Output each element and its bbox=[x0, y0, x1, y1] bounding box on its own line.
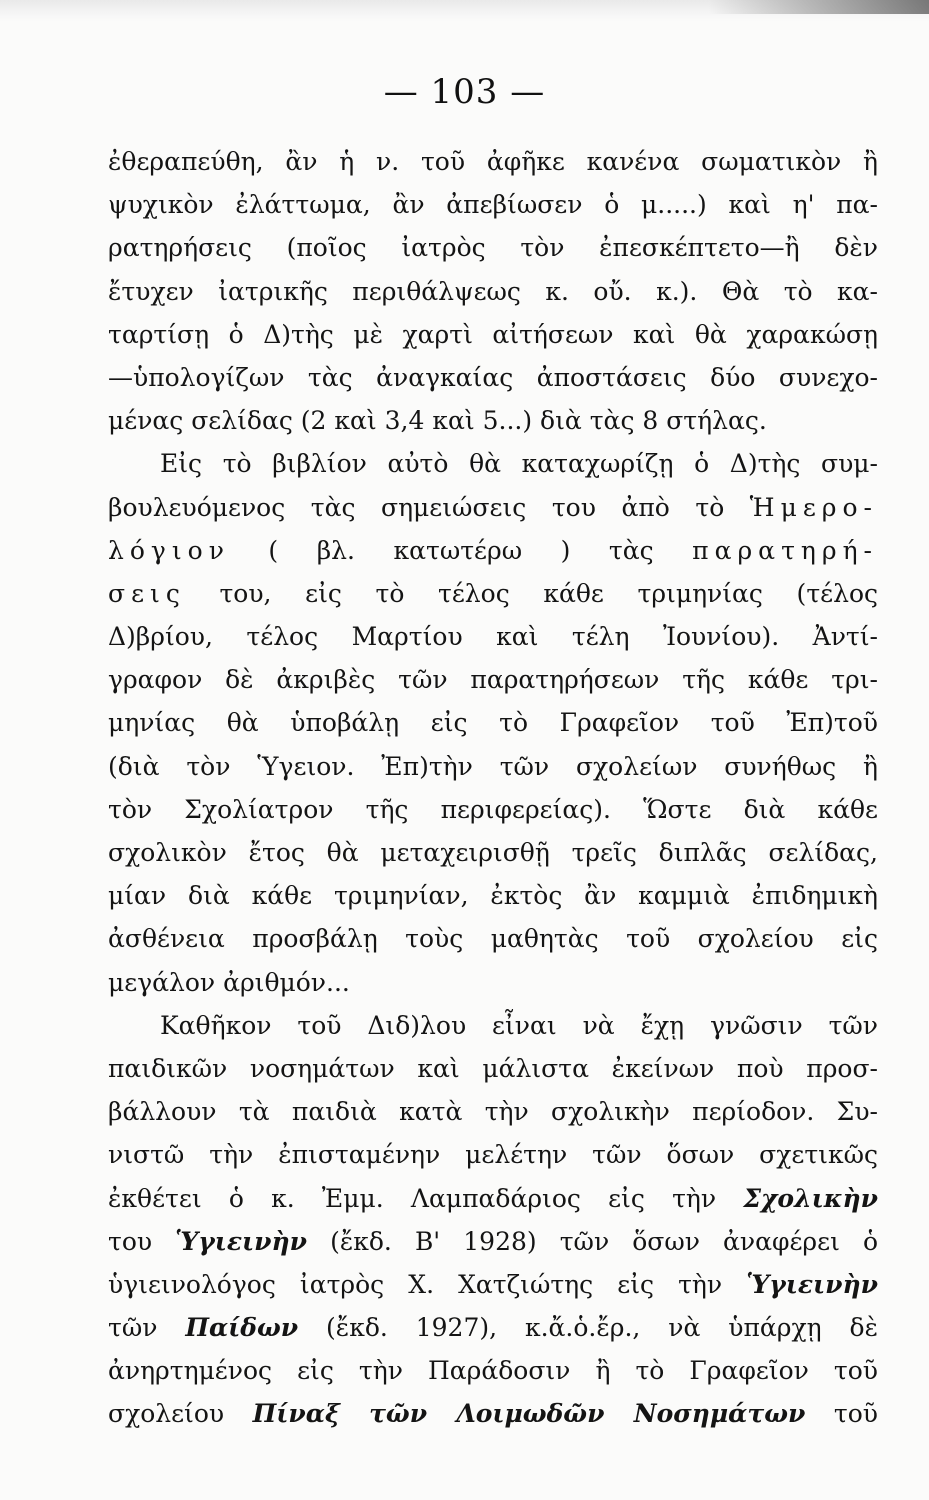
title-emphasis: Πίναξ τῶν Λοιμωδῶν Νοσημάτων bbox=[252, 1399, 806, 1429]
text-line bbox=[108, 961, 878, 1004]
text-line bbox=[108, 1306, 878, 1349]
text-line bbox=[108, 1047, 878, 1090]
text-segment: (ἔκδ. 1927), κ.ἄ.ὁ.ἔρ., νὰ ὑπάρχῃ δὲ bbox=[298, 1313, 878, 1343]
text-line bbox=[108, 917, 878, 960]
text-segment: —ὑπολογίζων τὰς ἀναγκαίας ἀποστάσεις δύο συνεχο- bbox=[108, 362, 878, 392]
text-segment: βάλλουν τὰ παιδιὰ κατὰ τὴν σχολικὴν περίοδον. Συ- bbox=[108, 1097, 878, 1127]
text-segment: του, εἰς τὸ τέλος κάθε τριμηνίας (τέλος bbox=[185, 578, 878, 608]
text-segment: ἀσθένεια προσβάλῃ τοὺς μαθητὰς τοῦ σχολείου εἰς bbox=[108, 924, 878, 954]
text-line bbox=[108, 1177, 878, 1220]
page-number: — 103 — bbox=[383, 72, 546, 112]
text-segment: του bbox=[108, 1226, 176, 1256]
text-line bbox=[108, 831, 878, 874]
text-segment: τοῦ bbox=[805, 1399, 878, 1429]
text-line bbox=[108, 399, 878, 442]
text-line bbox=[108, 1349, 878, 1392]
text-segment: ἐθεραπεύθη, ἂν ἡ ν. τοῦ ἀφῆκε κανένα σωματικὸν ἢ bbox=[108, 147, 878, 176]
text-segment: (ἔκδ. Β' 1928) τῶν ὅσων ἀναφέρει ὁ bbox=[306, 1226, 879, 1256]
text-segment: βουλευόμενος τὰς σημειώσεις του ἀπὸ τὸ bbox=[108, 492, 750, 522]
spaced-emphasis: λόγιον bbox=[108, 535, 230, 565]
spaced-emphasis: παρατηρή- bbox=[692, 535, 878, 565]
text-line bbox=[108, 1090, 878, 1133]
text-line bbox=[108, 745, 878, 788]
text-line bbox=[108, 874, 878, 917]
text-segment: παιδικῶν νοσημάτων καὶ μάλιστα ἐκείνων ποὺ προσ- bbox=[108, 1053, 878, 1083]
text-segment: μένας σελίδας (2 καὶ 3,4 καὶ 5...) διὰ τὰς 8 στήλας. bbox=[108, 406, 767, 436]
title-emphasis: Ὑγιεινὴν bbox=[746, 1269, 878, 1299]
text-segment: ἐκθέτει ὁ κ. Ἐμμ. Λαμπαδάριος εἰς τὴν bbox=[108, 1183, 744, 1213]
text-line bbox=[108, 356, 878, 399]
text-segment: σχολείου bbox=[108, 1399, 253, 1429]
spaced-emphasis: Ἡμερο- bbox=[749, 492, 878, 522]
text-segment: γραφον δὲ ἀκριβὲς τῶν παρατηρήσεων τῆς κάθε τρι- bbox=[108, 665, 878, 695]
scan-top-edge bbox=[0, 0, 929, 22]
text-segment: Δ)βρίου, τέλος Μαρτίου καὶ τέλη Ἰουνίου). Ἀντί- bbox=[108, 622, 878, 652]
text-line bbox=[108, 572, 878, 615]
text-line bbox=[108, 658, 878, 701]
text-segment: μίαν διὰ κάθε τριμηνίαν, ἐκτὸς ἂν καμμιὰ ἐπιδημικὴ bbox=[108, 881, 878, 911]
title-emphasis: Ὑγιεινὴν bbox=[175, 1226, 307, 1256]
text-line bbox=[108, 270, 878, 313]
text-segment: Εἰς τὸ βιβλίον αὐτὸ θὰ καταχωρίζῃ ὁ Δ)τὴς συμ- bbox=[160, 449, 878, 479]
text-line bbox=[108, 1220, 878, 1263]
title-emphasis: Σχολικὴν bbox=[743, 1183, 878, 1213]
text-segment: μεγάλον ἀριθμόν... bbox=[108, 967, 350, 997]
text-line bbox=[108, 1263, 878, 1306]
text-line bbox=[108, 615, 878, 658]
text-segment: (διὰ τὸν Ὑγειον. Ἐπ)τὴν τῶν σχολείων συνήθως ἢ bbox=[108, 751, 878, 781]
text-segment: ὑγιεινολόγος ἰατρὸς Χ. Χατζιώτης εἰς τὴν bbox=[108, 1269, 747, 1299]
text-segment: σχολικὸν ἔτος θὰ μεταχειρισθῇ τρεῖς διπλᾶς σελίδας, bbox=[108, 838, 878, 867]
text-line bbox=[108, 486, 878, 529]
text-line bbox=[108, 529, 878, 572]
text-segment: ἀνηρτημένος εἰς τὴν Παράδοσιν ἢ τὸ Γραφεῖον τοῦ bbox=[108, 1356, 878, 1386]
spaced-emphasis: σεις bbox=[108, 578, 186, 608]
text-line bbox=[108, 183, 878, 226]
text-line bbox=[108, 442, 878, 485]
text-line bbox=[108, 140, 878, 183]
text-segment: ( βλ. κατωτέρω ) τὰς bbox=[229, 535, 693, 565]
text-segment: τὸν Σχολίατρον τῆς περιφερείας). Ὥστε διὰ κάθε bbox=[108, 794, 878, 824]
text-segment: ρατηρήσεις (ποῖος ἰατρὸς τὸν ἐπεσκέπτετο—ἢ δὲν bbox=[108, 233, 878, 263]
text-segment: ἔτυχεν ἰατρικῆς περιθάλψεως κ. οὔ. κ.). Θὰ τὸ κα- bbox=[108, 276, 878, 306]
text-line bbox=[108, 1392, 878, 1435]
text-line bbox=[108, 313, 878, 356]
text-line bbox=[108, 701, 878, 744]
text-segment: ψυχικὸν ἐλάττωμα, ἂν ἀπεβίωσεν ὁ μ.....) καὶ η' πα- bbox=[108, 190, 878, 220]
text-segment: μηνίας θὰ ὑποβάλῃ εἰς τὸ Γραφεῖον τοῦ Ἐπ)τοῦ bbox=[108, 708, 878, 738]
body-text bbox=[108, 140, 878, 1436]
text-line bbox=[108, 1004, 878, 1047]
text-line bbox=[108, 788, 878, 831]
text-line bbox=[108, 1133, 878, 1176]
text-segment: Καθῆκον τοῦ Διδ)λου εἶναι νὰ ἔχῃ γνῶσιν τῶν bbox=[160, 1010, 878, 1040]
text-segment: τῶν bbox=[108, 1313, 186, 1343]
title-emphasis: Παίδων bbox=[185, 1313, 299, 1343]
text-line bbox=[108, 226, 878, 269]
text-segment: νιστῶ τὴν ἐπισταμένην μελέτην τῶν ὅσων σχετικῶς bbox=[108, 1140, 878, 1170]
text-segment: ταρτίσῃ ὁ Δ)τὴς μὲ χαρτὶ αἰτήσεων καὶ θὰ χαρακώσῃ bbox=[108, 319, 878, 349]
